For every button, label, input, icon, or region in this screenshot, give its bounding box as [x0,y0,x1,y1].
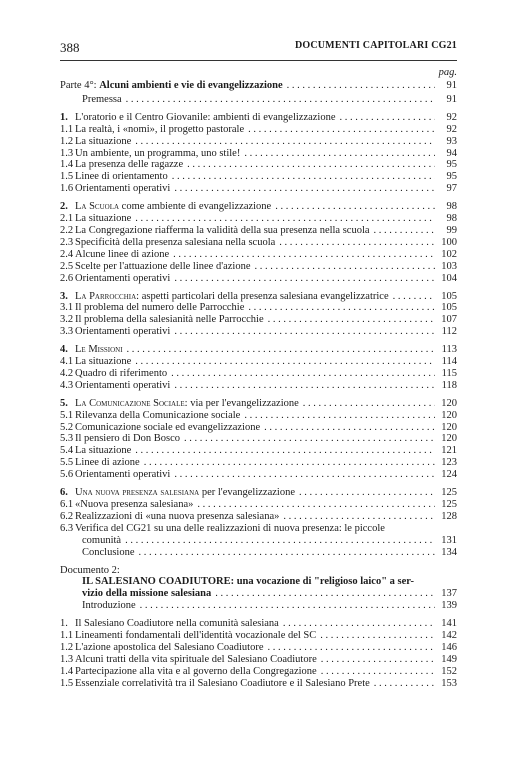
page-ref: 125 [441,499,457,510]
part-4-row [60,80,457,92]
page-ref: 141 [441,618,457,630]
page-ref: 120 [441,409,457,421]
dot-leader [244,148,435,160]
page-ref: 92 [446,111,457,123]
item-number: 1.3 [60,147,74,159]
toc-row [60,535,457,547]
dot-leader [187,159,435,171]
dot-leader [268,642,436,654]
item-number: 2. [60,201,68,213]
page-ref: 128 [441,510,457,522]
part-title: Alcuni ambienti e vie di evangelizzazione [99,80,283,91]
item-label: Il problema della salesianità nelle Parrocchie [75,314,264,326]
toc-row [60,469,457,481]
dot-leader [264,422,435,434]
item-number: 1. [60,618,68,630]
page-ref: 112 [441,326,457,338]
introduzione-label: Introduzione [82,600,136,612]
page-header [60,40,457,58]
dot-leader [244,410,435,422]
document-2-label: Documento 2: [60,564,120,576]
dot-leader [139,547,436,559]
section-title: La Parrocchia: aspetti particolari della presenza salesiana evangelizzatrice [75,290,389,302]
dot-leader [321,654,435,666]
page-ref: 123 [441,457,457,469]
section-row [60,344,457,356]
item-number: 2.1 [60,213,74,225]
item-label: Linee di azione [75,457,140,469]
dot-leader [184,433,435,445]
item-label: La situazione [75,213,132,225]
page-ref: 149 [441,653,457,665]
item-label: Il Salesiano Coadiutore nella comunità salesiana [75,618,279,630]
page-ref: 115 [441,367,457,379]
header-rule [60,60,457,61]
item-label: Verifica del CG21 su una delle realizzazioni di nuova presenza: le piccole [75,522,385,534]
page-ref: 95 [446,159,457,171]
toc-row [60,433,457,445]
item-number: 5.1 [60,409,74,421]
toc-row [60,261,457,273]
item-label: La situazione [75,356,132,368]
toc-row [60,642,457,654]
item-number: 6.1 [60,499,74,510]
page-ref: 99 [446,224,457,236]
page-ref: 104 [441,272,457,284]
dot-leader [283,618,435,630]
toc-row [60,618,457,630]
section-title-smallcaps: La Parrocchia [75,290,137,302]
dot-leader [248,302,435,314]
item-number: 4.1 [60,356,74,368]
item-label: Realizzazioni di «una nuova presenza salesiana» [75,510,280,522]
item-label: Quadro di riferimento [75,367,168,379]
page-ref: 152 [441,665,457,677]
dot-leader [127,344,435,356]
item-number: 3.3 [60,326,74,338]
page-ref: 125 [441,487,457,499]
dot-leader [275,201,435,213]
toc-row [60,225,457,237]
page-ref: 153 [441,677,457,689]
item-number: 2.3 [60,236,74,248]
item-number: 1.4 [60,665,74,677]
item-number: 5.4 [60,445,74,457]
item-label: comunità [82,534,122,546]
item-number: 5.3 [60,433,74,445]
item-number: 5. [60,397,68,409]
dot-leader [125,535,435,547]
page-ref: 134 [441,546,457,558]
dot-leader [321,666,435,678]
item-number: 1.1 [60,630,74,642]
item-number: 6.2 [60,510,74,522]
dot-leader [340,112,435,124]
dot-leader [197,499,435,511]
item-number: 2.4 [60,248,74,260]
document-2-block [60,565,457,690]
page-ref: 91 [446,93,457,105]
dot-leader [144,457,435,469]
item-number: 1.1 [60,123,74,135]
section-title-smallcaps: La Comunicazione Sociale [75,397,185,409]
section-title [75,344,123,356]
item-label: Orientamenti operativi [75,379,171,391]
item-label: L'azione apostolica del Salesiano Coadiutore [75,641,264,653]
dot-leader [248,124,435,136]
section-title: La Scuola come ambiente di evangelizzazione [75,201,272,213]
table-of-contents [60,80,457,690]
item-label: Orientamenti operativi [75,272,171,284]
item-number: 1.3 [60,653,74,665]
dot-leader [174,183,435,195]
dot-leader [283,511,435,523]
dot-leader [374,678,435,690]
item-label: Alcune linee di azione [75,248,170,260]
item-label: Il problema del numero delle Parrocchie [75,302,245,314]
item-label: Essenziale correlatività tra il Salesiano Coadiutore e il Salesiano Prete [75,677,370,689]
page-ref: 120 [441,433,457,445]
section-row [60,291,457,303]
toc-row [60,368,457,380]
item-label: Orientamenti operativi [75,469,171,481]
dot-leader [173,249,435,261]
toc-row [60,380,457,392]
item-number: 1.4 [60,159,74,171]
page-ref: 97 [446,183,457,195]
sections-list [60,106,457,559]
item-number: 5.5 [60,457,74,469]
dot-leader [172,171,435,183]
page-ref: 98 [446,201,457,213]
toc-row [60,159,457,171]
dot-leader [303,398,435,410]
dot-leader [215,588,435,600]
page-ref: 121 [441,445,457,457]
page-ref: 95 [446,171,457,183]
dot-leader [171,368,435,380]
section-title: La Comunicazione Sociale: via per l'evangelizzazione [75,397,299,409]
page-ref: 131 [441,534,457,546]
section-title-smallcaps: La Scuola [75,201,120,213]
page-ref: 103 [441,260,457,272]
page-ref: 114 [441,356,457,368]
item-number: 1.2 [60,641,74,653]
item-label: «Nuova presenza salesiana» [75,499,194,510]
item-label: La presenza delle ragazze [75,159,184,171]
page-ref: 91 [446,80,457,91]
toc-row [60,136,457,148]
toc-row [60,326,457,338]
item-label: Rilevanza della Comunicazione sociale [75,409,241,421]
section-title-smallcaps: Le Missioni [75,344,123,356]
item-number: 5.2 [60,421,74,433]
item-number: 1.6 [60,183,74,195]
page-ref: 94 [446,147,457,159]
toc-row [60,547,457,559]
dot-leader [174,326,435,338]
dot-leader [135,213,435,225]
page-ref: 102 [441,248,457,260]
page-ref: 124 [441,469,457,481]
item-label: Alcuni tratti della vita spirituale del Salesiano Coadiutore [75,653,317,665]
toc-row [60,124,457,136]
toc-row [60,457,457,469]
dot-leader [174,380,435,392]
item-label: La situazione [75,445,132,457]
item-number: 1.2 [60,135,74,147]
item-label: La realtà, i «nomi», il progetto pastorale [75,123,245,135]
premessa-row [82,94,457,106]
pag-label: pag. [438,67,457,78]
dot-leader [126,94,435,106]
item-label: Il pensiero di Don Bosco [75,433,180,445]
item-number: 3. [60,290,68,302]
section-row [60,201,457,213]
item-label: Comunicazione sociale ed evangelizzazione [75,421,261,433]
dot-leader [174,469,435,481]
toc-row [60,302,457,314]
toc-row [60,499,457,511]
item-number: 6. [60,487,68,499]
item-label: Un ambiente, un programma, uno stile! [75,147,241,159]
premessa-label: Premessa [82,93,122,105]
page-ref: 120 [441,397,457,409]
page-ref: 137 [441,588,457,600]
page-ref: 105 [441,302,457,314]
item-label: Specificità della presenza salesiana nella scuola [75,236,276,248]
dot-leader [135,136,435,148]
item-number: 1.5 [60,677,74,689]
page-number: 388 [60,40,80,55]
toc-row [60,511,457,523]
page-ref: 146 [441,641,457,653]
section-row [60,112,457,124]
page-ref: 139 [441,600,457,612]
dot-leader [287,80,435,92]
dot-leader [255,261,436,273]
item-label: Linee di orientamento [75,171,168,183]
item-number: 4.3 [60,379,74,391]
dot-leader [279,237,435,249]
item-number: 1. [60,111,68,123]
toc-row [60,678,457,690]
dot-leader [393,291,435,303]
item-number: 6.3 [60,522,74,534]
item-label: La Congregazione riafferma la validità della sua presenza nella scuola [75,224,370,236]
toc-row [60,148,457,160]
toc-row [60,654,457,666]
section-title: L'oratorio e il Centro Giovanile: ambienti di evangelizzazione [75,111,336,123]
item-label: La situazione [75,135,132,147]
toc-row [60,630,457,642]
item-number: 3.1 [60,302,74,314]
item-number: 1.5 [60,171,74,183]
page-ref: 107 [441,314,457,326]
item-number: 3.2 [60,314,74,326]
section-title: Una nuova presenza salesiana per l'evangelizzazione [75,487,295,499]
item-number: 2.2 [60,224,74,236]
item-number: 5.6 [60,469,74,481]
dot-leader [140,600,435,612]
toc-row [60,273,457,285]
toc-row [60,410,457,422]
toc-row [60,523,457,535]
page-ref: 100 [441,236,457,248]
section-title-smallcaps: Una nuova presenza salesiana [75,487,200,499]
dot-leader [299,487,435,499]
dot-leader [174,273,435,285]
page-ref: 92 [446,123,457,135]
dot-leader [320,630,435,642]
document-2-title-line1: IL SALESIANO COADIUTORE: una vocazione di "religioso laico" a ser- [82,576,415,588]
toc-row [60,422,457,434]
toc-row [60,249,457,261]
item-label: Partecipazione alla vita e al governo della Congregazione [75,665,317,677]
item-number: 2.6 [60,272,74,284]
page-ref: 113 [441,344,457,356]
item-number: 4.2 [60,367,74,379]
toc-row [60,666,457,678]
dot-leader [135,356,435,368]
toc-row [60,183,457,195]
item-label: Orientamenti operativi [75,326,171,338]
item-label: Orientamenti operativi [75,183,171,195]
dot-leader [135,445,435,457]
page-ref: 118 [441,379,457,391]
page-ref: 93 [446,135,457,147]
document-2-title-row [82,588,457,600]
running-title: DOCUMENTI CAPITOLARI CG21 [294,40,457,51]
document-2-items [60,618,457,689]
page-ref: 120 [441,421,457,433]
toc-row [60,237,457,249]
dot-leader [268,314,435,326]
page-ref: 142 [441,630,457,642]
item-label: Scelte per l'attuazione delle linee d'azione [75,260,251,272]
item-label: Conclusione [82,546,135,558]
item-label: Lineamenti fondamentali dell'identità vocazionale del SC [75,630,317,642]
item-number: 4. [60,344,68,356]
item-number: 2.5 [60,260,74,272]
section-row [60,398,457,410]
toc-row [60,356,457,368]
page-ref: 105 [441,290,457,302]
section-row [60,487,457,499]
toc-row [60,314,457,326]
toc-row [60,171,457,183]
dot-leader [374,225,435,237]
part-prefix: Parte 4°: [60,80,97,91]
introduzione-row [82,600,457,612]
document-2-title-line2: vizio della missione salesiana [82,588,212,600]
page-ref: 98 [446,213,457,225]
toc-row [60,445,457,457]
toc-row [60,213,457,225]
